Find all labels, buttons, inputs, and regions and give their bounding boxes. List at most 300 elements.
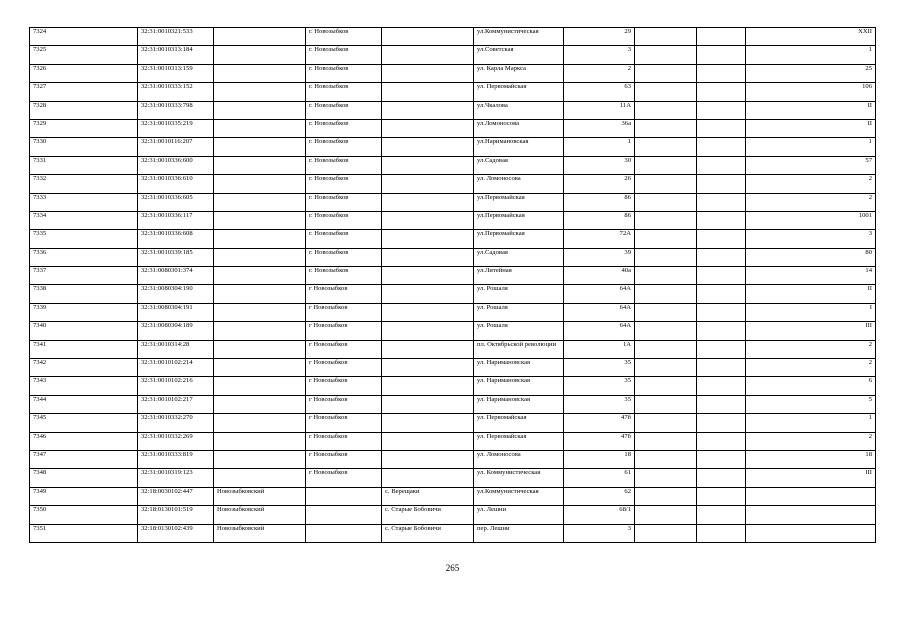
cell-cad: 32:31:0010313:184 <box>138 46 214 64</box>
cell-house: 26 <box>564 175 635 193</box>
cell-col3 <box>214 211 306 229</box>
cell-street: ул. Ломоносова <box>474 175 564 193</box>
cell-col9 <box>697 450 746 468</box>
cell-street: ул. Коммунистическая <box>474 469 564 487</box>
cell-street: ул. Первомайская <box>474 414 564 432</box>
cell-col4: г Новозыбков <box>306 359 382 377</box>
cell-apt: 2 <box>746 432 876 450</box>
cell-col5 <box>382 175 474 193</box>
table-row <box>30 156 876 174</box>
cell-id: 7333 <box>30 193 138 211</box>
cell-house: 39 <box>564 248 635 266</box>
table-row <box>30 193 876 211</box>
cell-col8 <box>635 487 697 505</box>
cell-street: ул.Первомайская <box>474 193 564 211</box>
cell-col4: г Новозыбков <box>306 414 382 432</box>
cell-house: 47б <box>564 414 635 432</box>
cell-col5 <box>382 119 474 137</box>
cell-col9 <box>697 432 746 450</box>
page-number: 265 <box>445 563 460 573</box>
cell-apt: III <box>746 322 876 340</box>
cell-col4: г Новозыбков <box>306 469 382 487</box>
cell-house: 64А <box>564 322 635 340</box>
cell-col4: г Новозыбков <box>306 322 382 340</box>
cell-col3 <box>214 101 306 119</box>
cell-col8 <box>635 395 697 413</box>
cell-col9 <box>697 267 746 285</box>
cell-col5 <box>382 414 474 432</box>
cell-cad: 32:31:0010335:219 <box>138 119 214 137</box>
cell-col4: г. Новозыбков <box>306 138 382 156</box>
cell-id: 7337 <box>30 267 138 285</box>
cell-col9 <box>697 340 746 358</box>
cell-col9 <box>697 175 746 193</box>
table-row <box>30 524 876 542</box>
cell-apt: 6 <box>746 377 876 395</box>
cell-col4: г. Новозыбков <box>306 28 382 46</box>
cell-col9 <box>697 414 746 432</box>
cell-col3 <box>214 395 306 413</box>
cell-house: 18 <box>564 450 635 468</box>
cell-cad: 32:31:0080304:189 <box>138 322 214 340</box>
cell-apt <box>746 524 876 542</box>
cell-col5 <box>382 101 474 119</box>
cell-col9 <box>697 46 746 64</box>
cell-col5 <box>382 340 474 358</box>
cell-apt: 18 <box>746 450 876 468</box>
cell-col3 <box>214 414 306 432</box>
cell-col5 <box>382 230 474 248</box>
cell-col4: г Новозыбков <box>306 377 382 395</box>
table-row <box>30 303 876 321</box>
cell-cad: 32:31:0010319:123 <box>138 469 214 487</box>
table-row <box>30 101 876 119</box>
cell-col9 <box>697 248 746 266</box>
table-row <box>30 340 876 358</box>
cell-col3 <box>214 303 306 321</box>
cell-street: ул.Первомайская <box>474 211 564 229</box>
cell-street: пл. Октябрьской революции <box>474 340 564 358</box>
cell-col4 <box>306 524 382 542</box>
cell-col5 <box>382 432 474 450</box>
cell-apt: II <box>746 101 876 119</box>
cell-col5 <box>382 156 474 174</box>
cell-apt: 80 <box>746 248 876 266</box>
cell-col8 <box>635 138 697 156</box>
cell-col3 <box>214 469 306 487</box>
cell-street: ул. Рошаля <box>474 303 564 321</box>
cell-id: 7334 <box>30 211 138 229</box>
cell-cad: 32:31:0010336:600 <box>138 156 214 174</box>
cell-cad: 32:31:0010102:216 <box>138 377 214 395</box>
cell-id: 7327 <box>30 83 138 101</box>
cell-apt <box>746 506 876 524</box>
cell-col8 <box>635 101 697 119</box>
cell-col9 <box>697 487 746 505</box>
cell-apt: 1 <box>746 46 876 64</box>
table-row <box>30 450 876 468</box>
cell-id: 7350 <box>30 506 138 524</box>
table-row <box>30 83 876 101</box>
cell-col3 <box>214 432 306 450</box>
cell-cad: 32:31:0010336:117 <box>138 211 214 229</box>
cell-col3 <box>214 28 306 46</box>
cell-street: ул.Садовая <box>474 156 564 174</box>
cell-col3 <box>214 340 306 358</box>
cell-col4: г. Новозыбков <box>306 156 382 174</box>
cell-apt: 1 <box>746 414 876 432</box>
cell-house: 11А <box>564 101 635 119</box>
cell-id: 7341 <box>30 340 138 358</box>
cell-col8 <box>635 175 697 193</box>
cell-col9 <box>697 83 746 101</box>
cell-col4: г. Новозыбков <box>306 119 382 137</box>
cell-col8 <box>635 64 697 82</box>
cell-col5 <box>382 64 474 82</box>
cell-house: 64А <box>564 303 635 321</box>
cell-id: 7332 <box>30 175 138 193</box>
cell-col5: с. Верещаки <box>382 487 474 505</box>
table-row <box>30 506 876 524</box>
cell-col5 <box>382 83 474 101</box>
cell-cad: 32:31:0080304:190 <box>138 285 214 303</box>
cell-street: ул.Коммунистическая <box>474 28 564 46</box>
cell-col8 <box>635 340 697 358</box>
table-row <box>30 414 876 432</box>
cell-col3 <box>214 156 306 174</box>
cell-col8 <box>635 193 697 211</box>
cell-cad: 32:31:0010336:608 <box>138 230 214 248</box>
cell-apt: I <box>746 303 876 321</box>
cell-cad: 32:31:0080304:191 <box>138 303 214 321</box>
cell-col9 <box>697 469 746 487</box>
cell-house: 2 <box>564 64 635 82</box>
cell-house: 63 <box>564 83 635 101</box>
cell-col5 <box>382 285 474 303</box>
cell-col8 <box>635 506 697 524</box>
cell-col8 <box>635 285 697 303</box>
cell-col3 <box>214 322 306 340</box>
cell-id: 7335 <box>30 230 138 248</box>
cell-col5 <box>382 46 474 64</box>
cell-col3 <box>214 267 306 285</box>
cell-col8 <box>635 524 697 542</box>
cell-street: ул.Наримановская <box>474 138 564 156</box>
cell-col4: г. Новозыбков <box>306 193 382 211</box>
cell-street: ул. Наримановская <box>474 359 564 377</box>
cell-col3 <box>214 230 306 248</box>
cell-col4: г. Новозыбков <box>306 101 382 119</box>
cell-col5 <box>382 322 474 340</box>
cell-col3 <box>214 46 306 64</box>
cell-cad: 32:31:0010332:269 <box>138 432 214 450</box>
cell-id: 7339 <box>30 303 138 321</box>
cell-col5 <box>382 303 474 321</box>
cell-col3 <box>214 377 306 395</box>
table-row <box>30 377 876 395</box>
cell-cad: 32:31:0010313:159 <box>138 64 214 82</box>
cell-cad: 32:31:0080301:374 <box>138 267 214 285</box>
cell-col9 <box>697 395 746 413</box>
cell-house: 35 <box>564 395 635 413</box>
cell-col9 <box>697 138 746 156</box>
cell-street: ул. Лешни <box>474 506 564 524</box>
table-row <box>30 267 876 285</box>
cell-cad: 32:31:0010102:217 <box>138 395 214 413</box>
cell-col4 <box>306 506 382 524</box>
cell-house: 40а <box>564 267 635 285</box>
cell-id: 7351 <box>30 524 138 542</box>
cell-cad: 32:31:0010321:533 <box>138 28 214 46</box>
cell-apt: 2 <box>746 340 876 358</box>
table-row <box>30 248 876 266</box>
cell-apt: 1001 <box>746 211 876 229</box>
cell-col4: г. Новозыбков <box>306 175 382 193</box>
cell-id: 7336 <box>30 248 138 266</box>
table-row <box>30 285 876 303</box>
cell-id: 7326 <box>30 64 138 82</box>
cell-house: 3 <box>564 524 635 542</box>
cell-apt: 14 <box>746 267 876 285</box>
cell-col3 <box>214 119 306 137</box>
cell-col9 <box>697 156 746 174</box>
table-row <box>30 28 876 46</box>
cell-col3: Новозыбковский <box>214 524 306 542</box>
cell-street: ул.Ломоносова <box>474 119 564 137</box>
cell-col8 <box>635 248 697 266</box>
cell-col4: г Новозыбков <box>306 340 382 358</box>
table-row <box>30 64 876 82</box>
cell-col8 <box>635 303 697 321</box>
cell-id: 7344 <box>30 395 138 413</box>
cell-apt: 106 <box>746 83 876 101</box>
cell-col3 <box>214 450 306 468</box>
cell-street: пер. Лешни <box>474 524 564 542</box>
cell-id: 7330 <box>30 138 138 156</box>
table-row <box>30 46 876 64</box>
cell-col8 <box>635 359 697 377</box>
cell-col4: г Новозыбков <box>306 395 382 413</box>
table-row <box>30 469 876 487</box>
cell-house: 1А <box>564 340 635 358</box>
cell-id: 7342 <box>30 359 138 377</box>
cell-cad: 32:31:0010102:214 <box>138 359 214 377</box>
cell-col3 <box>214 359 306 377</box>
cell-col9 <box>697 193 746 211</box>
cell-col3: Новозыбковский <box>214 506 306 524</box>
cell-col8 <box>635 414 697 432</box>
cell-col5: с. Старые Бобовичи <box>382 524 474 542</box>
cell-col4: г Новозыбков <box>306 450 382 468</box>
cell-id: 7345 <box>30 414 138 432</box>
cell-col8 <box>635 46 697 64</box>
cell-house: 72А <box>564 230 635 248</box>
cell-col8 <box>635 83 697 101</box>
table-row <box>30 322 876 340</box>
cell-street: ул. Рошаля <box>474 322 564 340</box>
cell-cad: 32:18:0130102:439 <box>138 524 214 542</box>
table-row <box>30 211 876 229</box>
cell-apt: 25 <box>746 64 876 82</box>
cell-id: 7346 <box>30 432 138 450</box>
cell-col9 <box>697 506 746 524</box>
cell-col9 <box>697 303 746 321</box>
cell-house: 68/1 <box>564 506 635 524</box>
cell-house: 86 <box>564 211 635 229</box>
table-row <box>30 487 876 505</box>
table-row <box>30 175 876 193</box>
cell-col4: г Новозыбков <box>306 432 382 450</box>
cell-house: 30 <box>564 156 635 174</box>
cell-cad: 32:31:0010116:207 <box>138 138 214 156</box>
cell-apt: 2 <box>746 193 876 211</box>
cell-apt: II <box>746 119 876 137</box>
cell-col9 <box>697 359 746 377</box>
table-row <box>30 395 876 413</box>
cell-col5 <box>382 395 474 413</box>
cell-col9 <box>697 377 746 395</box>
cell-street: ул.Чкалова <box>474 101 564 119</box>
cell-cad: 32:31:0010332:270 <box>138 414 214 432</box>
cell-apt: 3 <box>746 230 876 248</box>
cell-id: 7340 <box>30 322 138 340</box>
cell-street: ул. Наримановская <box>474 377 564 395</box>
cell-apt: II <box>746 285 876 303</box>
cell-house: 1 <box>564 138 635 156</box>
cell-col9 <box>697 64 746 82</box>
cell-col4: г. Новозыбков <box>306 267 382 285</box>
cell-apt: 1 <box>746 138 876 156</box>
cell-col3 <box>214 138 306 156</box>
cell-col9 <box>697 285 746 303</box>
cell-house: 62 <box>564 487 635 505</box>
cell-col4: г. Новозыбков <box>306 248 382 266</box>
cell-col4 <box>306 487 382 505</box>
cell-id: 7347 <box>30 450 138 468</box>
cell-id: 7331 <box>30 156 138 174</box>
cell-cad: 32:31:0010333:798 <box>138 101 214 119</box>
cell-col9 <box>697 28 746 46</box>
cell-house: 35 <box>564 359 635 377</box>
cell-col5: с. Старые Бобовичи <box>382 506 474 524</box>
cell-street: ул. Первомайская <box>474 83 564 101</box>
cell-street: ул. Рошаля <box>474 285 564 303</box>
cell-apt: 5 <box>746 395 876 413</box>
cell-col4: г. Новозыбков <box>306 230 382 248</box>
cell-col3: Новозыбковский <box>214 487 306 505</box>
cell-col3 <box>214 248 306 266</box>
cell-col9 <box>697 230 746 248</box>
cell-col3 <box>214 285 306 303</box>
cell-id: 7348 <box>30 469 138 487</box>
cell-street: ул.Коммунистическая <box>474 487 564 505</box>
cell-apt: 57 <box>746 156 876 174</box>
cell-col3 <box>214 83 306 101</box>
cell-col8 <box>635 450 697 468</box>
cell-cad: 32:31:0010336:605 <box>138 193 214 211</box>
cell-col4: г. Новозыбков <box>306 83 382 101</box>
cell-street: ул.Советская <box>474 46 564 64</box>
cell-col5 <box>382 248 474 266</box>
cell-cad: 32:31:0010339:185 <box>138 248 214 266</box>
cell-col9 <box>697 322 746 340</box>
registry-table <box>29 27 876 543</box>
cell-col4: г. Новозыбков <box>306 46 382 64</box>
table-row <box>30 359 876 377</box>
table-row <box>30 432 876 450</box>
cell-col4: г. Новозыбков <box>306 64 382 82</box>
cell-col5 <box>382 193 474 211</box>
table-row <box>30 119 876 137</box>
cell-col8 <box>635 267 697 285</box>
cell-house: 3 <box>564 46 635 64</box>
cell-apt <box>746 487 876 505</box>
cell-id: 7325 <box>30 46 138 64</box>
cell-col5 <box>382 359 474 377</box>
cell-col8 <box>635 230 697 248</box>
cell-street: ул.Первомайская <box>474 230 564 248</box>
cell-col4: г Новозыбков <box>306 285 382 303</box>
cell-id: 7329 <box>30 119 138 137</box>
cell-col5 <box>382 267 474 285</box>
cell-col9 <box>697 211 746 229</box>
table-row <box>30 138 876 156</box>
cell-house: 86 <box>564 193 635 211</box>
cell-col5 <box>382 450 474 468</box>
cell-cad: 32:31:0010333:819 <box>138 450 214 468</box>
cell-apt: III <box>746 469 876 487</box>
cell-col9 <box>697 119 746 137</box>
cell-col3 <box>214 193 306 211</box>
cell-house: 64А <box>564 285 635 303</box>
cell-col8 <box>635 119 697 137</box>
cell-apt: 2 <box>746 175 876 193</box>
cell-col3 <box>214 175 306 193</box>
cell-street: ул. Карла Маркса <box>474 64 564 82</box>
cell-street: ул. Наримановская <box>474 395 564 413</box>
cell-col5 <box>382 28 474 46</box>
cell-cad: 32:18:0130101:519 <box>138 506 214 524</box>
cell-house: 47б <box>564 432 635 450</box>
cell-street: ул. Первомайская <box>474 432 564 450</box>
cell-col8 <box>635 469 697 487</box>
cell-col5 <box>382 469 474 487</box>
cell-col8 <box>635 377 697 395</box>
cell-street: ул.Садовая <box>474 248 564 266</box>
cell-col4: г Новозыбков <box>306 303 382 321</box>
registry-body <box>30 28 876 543</box>
cell-house: 29 <box>564 28 635 46</box>
cell-col8 <box>635 322 697 340</box>
cell-house: 61 <box>564 469 635 487</box>
cell-col5 <box>382 377 474 395</box>
cell-cad: 32:31:0010314:28 <box>138 340 214 358</box>
cell-cad: 32:31:0010336:610 <box>138 175 214 193</box>
cell-col5 <box>382 211 474 229</box>
cell-col3 <box>214 64 306 82</box>
cell-id: 7343 <box>30 377 138 395</box>
cell-street: ул. Ломоносова <box>474 450 564 468</box>
cell-col4: г. Новозыбков <box>306 211 382 229</box>
cell-house: 36а <box>564 119 635 137</box>
cell-col9 <box>697 101 746 119</box>
cell-col9 <box>697 524 746 542</box>
cell-apt: XXII <box>746 28 876 46</box>
cell-id: 7338 <box>30 285 138 303</box>
cell-id: 7324 <box>30 28 138 46</box>
cell-col5 <box>382 138 474 156</box>
cell-col8 <box>635 28 697 46</box>
